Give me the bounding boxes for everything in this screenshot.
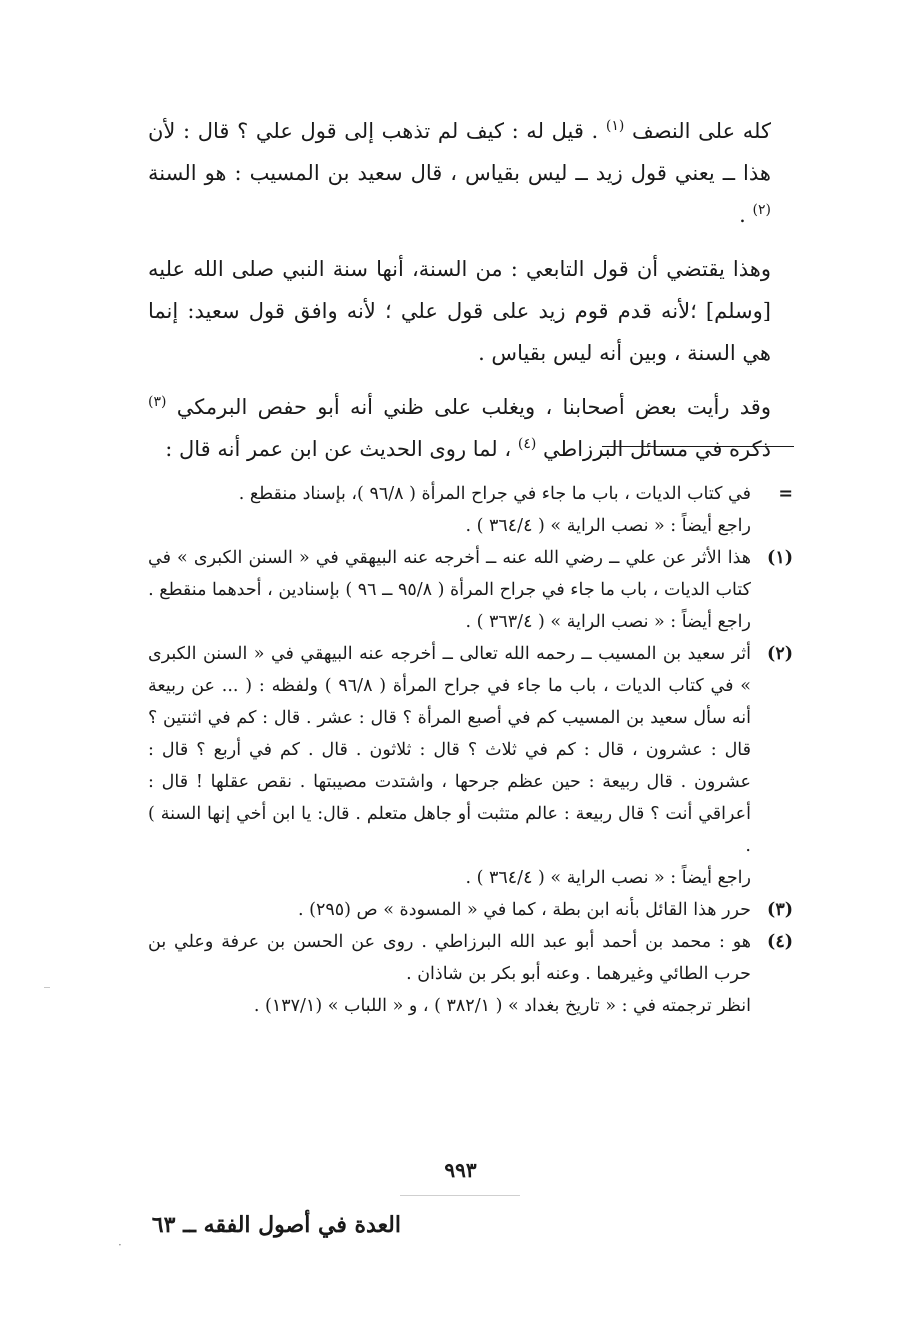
p1-text-before: كله على النصف: [631, 119, 771, 143]
p1-text-middle: . قيل له : كيف لم تذهب إلى قول علي ؟ قال : لأن هذا ــ يعني قول زيد ــ ليس بقياس ، قال سعيد بن المسيب : هو السنة: [148, 119, 771, 185]
p3-text-middle: ذكره في مسائل البرزاطي: [543, 437, 771, 461]
footnote-3-number: (٣): [767, 900, 793, 920]
footnote-ref-2: (٢): [752, 202, 771, 218]
paragraph-1: [148, 110, 771, 236]
footnote-ref-4: (٤): [517, 436, 537, 452]
footnote-continued: [148, 478, 793, 542]
scan-speck: ·: [118, 1238, 122, 1252]
paragraph-3: [148, 386, 771, 470]
p3-text-after: ، لما روى الحديث عن ابن عمر أنه قال :: [165, 437, 512, 461]
footnotes: [148, 478, 793, 1022]
footnote-3: [148, 894, 793, 926]
footnote-4: [148, 926, 793, 1022]
footnote-1-text: هذا الأثر عن علي ــ رضي الله عنه ــ أخرجه عنه البيهقي في « السنن الكبرى » في كتاب الديات ، باب ما جاء في جراح المرأة ( ٩٥/٨ ــ ٩٦ ) بإسنادين ، أحدهما منقطع .: [148, 548, 751, 600]
continuation-mark: =: [778, 484, 793, 504]
book-title-footer: العدة في أصول الفقه ــ ٦٣: [151, 1212, 401, 1238]
footnote-1-number: (١): [767, 548, 793, 568]
footnote-4-number: (٤): [767, 932, 793, 952]
footnote-ref-1: (١): [605, 118, 625, 134]
footnote-2-text: أثر سعيد بن المسيب ــ رحمه الله تعالى ــ أخرجه عنه البيهقي في « السنن الكبرى » في كتاب الديات ، باب ما جاء في جراح المرأة ( ٩٦/٨ ) ولفظه : ( ... عن ربيعة أنه سأل سعيد بن المسيب كم في أصبع المرأة ؟ قال : عشر . قال : كم في اثنتين ؟ قال : عشرون ، قال : كم في ثلاث ؟ قال : ثلاثون . قال . كم في أربع ؟ قال : عشرون . قال ربيعة : حين عظم جرحها ، واشتدت مصيبتها . نقص عقلها ! قال : أعراقي أنت ؟ قال ربيعة : عالم متثبت أو جاهل متعلم . قال: يا ابن أخي إنها السنة ) .: [148, 644, 751, 856]
footnote-continued-line-2: راجع أيضاً : « نصب الراية » ( ٣٦٤/٤ ) .: [465, 516, 751, 536]
p1-text-after: .: [739, 203, 746, 227]
main-text: [148, 110, 771, 482]
footnote-1: [148, 542, 793, 638]
footnote-ref-3: (٣): [148, 394, 167, 410]
footnote-4-reference: انظر ترجمته في : « تاريخ بغداد » ( ٣٨٢/١ ) ، و « اللباب » (١٣٧/١) .: [253, 996, 751, 1016]
footnote-1-reference: راجع أيضاً : « نصب الراية » ( ٣٦٣/٤ ) .: [465, 612, 751, 632]
footnote-3-text: حرر هذا القائل بأنه ابن بطة ، كما في « المسودة » ص (٢٩٥) .: [298, 900, 751, 920]
page-number: ٩٩٣: [444, 1158, 477, 1182]
scan-speck: ‾: [44, 985, 50, 999]
footnote-separator: [602, 446, 794, 447]
footnote-continued-line-1: في كتاب الديات ، باب ما جاء في جراح المرأة ( ٩٦/٨ )، بإسناد منقطع .: [238, 484, 751, 504]
footnote-2-reference: راجع أيضاً : « نصب الراية » ( ٣٦٤/٤ ) .: [465, 868, 751, 888]
footnote-2: [148, 638, 793, 894]
footnote-2-number: (٢): [767, 644, 793, 664]
footnote-4-text: هو : محمد بن أحمد أبو عبد الله البرزاطي . روى عن الحسن بن عرفة وعلي بن حرب الطائي وغيرهما . وعنه أبو بكر بن شاذان .: [148, 932, 751, 984]
page-number-rule: [400, 1195, 520, 1196]
p3-text-before: وقد رأيت بعض أصحابنا ، ويغلب على ظني أنه أبو حفص البرمكي: [176, 395, 771, 419]
paragraph-2: وهذا يقتضي أن قول التابعي : من السنة، أنها سنة النبي صلى الله عليه [وسلم] ؛لأنه قدم قوم زيد على قول علي ؛ لأنه وافق قول سعيد: إنما هي السنة ، وبين أنه ليس بقياس .: [148, 257, 771, 365]
